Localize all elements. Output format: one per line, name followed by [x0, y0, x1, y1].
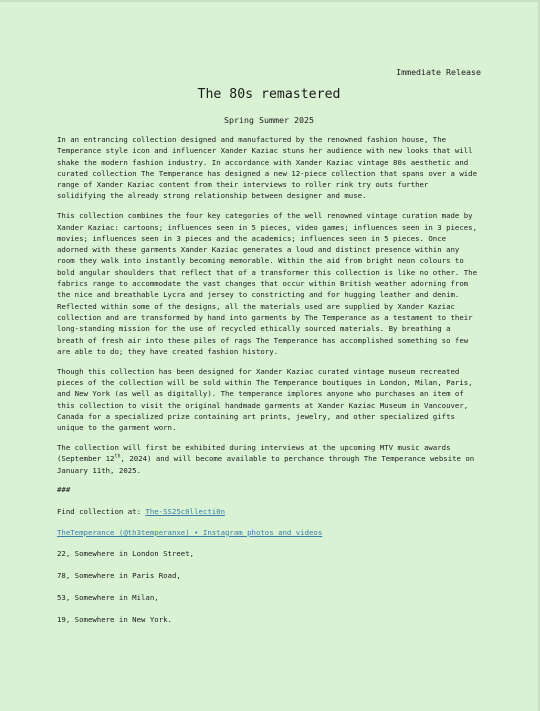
find-collection-line [57, 506, 481, 517]
address-milan: 53, Somewhere in Milan, [57, 592, 159, 602]
address-london: 22, Somewhere in London Street, [57, 549, 195, 559]
instagram-line [57, 527, 481, 538]
find-collection-label: Find collection at: [57, 506, 146, 516]
page-edge-top [0, 0, 540, 2]
address-paris: 78, Somewhere in Paris Road, [57, 571, 181, 580]
date-ordinal-suffix: th [114, 453, 121, 460]
press-release-document [57, 66, 481, 635]
exhibition-text-end: , 2024) and will become available to perchance through The Temperance website on January 11th, 2025. [57, 454, 475, 475]
address-new-york: 19, Somewhere in New York. [57, 614, 172, 624]
separator: ### [57, 485, 71, 495]
document-title: The 80s remastered [197, 87, 341, 102]
release-label: Immediate Release [396, 67, 481, 77]
collection-link[interactable]: The-SS25c0llecti0n [145, 506, 226, 516]
paragraph-availability: Though this collection has been designed for Xander Kaziac curated vintage museum recreated pieces of the collection will be sold within The Temperance boutiques in London, Milan, Paris, and New York (as well as digitally). The temperance implores anyone who purchases an item of this collection to visit the original handmade garments at Xander Kaziac Museum in Vancouver, Canada for a specialized prize containing art prints, jewelry, and other specialized gifts unique to the garment worn. [57, 366, 473, 433]
exhibition-text-start: The collection will first be exhibited during interviews at the upcoming MTV music awards (September 12 [57, 442, 451, 464]
paragraph-intro: In an entrancing collection designed and manufactured by the renowned fashion house, The Temperance style icon and influencer Xander Kaziac stuns her audience with new looks that will shake the modern fashion industry. In accordance with Xander Kaziac vintage 80s aesthetic and curated collection The Temperance has designed a new 12-piece collection that spans over a wide range of Xander Kaziac content from their interviews to roller rink try outs further solidifying the already strong relationship between designer and muse. [57, 135, 478, 201]
paragraph-exhibition [57, 442, 481, 476]
paragraph-collection: This collection combines the four key categories of the well renowned vintage curation made by Xander Kaziac: cartoons; influences seen in 5 pieces, video games; influences seen in 3 pieces, movies; influences seen in 3 pieces and the academics; influences seen in 5 pieces. Once adorned with these garments Xander Kaziac generates a loud and distinct presence within any room they walk into instantly becoming memorable. Within the aid from bright neon colours to bold angular shoulders that reflect that of a transformer this collection is like no other. The fabrics range to accommodate the vast changes that occur within British weather adorning from the nice and breathable Lycra and jersey to constricting and for hugging leather and denim. Reflected within some of the designs, all the materials used are supplied by Xander Kaziac collection and are transformed by hand into garments by The Temperance as a testament to their long-standing mission for the use of recycled ethically sourced materials. By breathing a breath of fresh air into these piles of rags The Temperance has accomplished something so few are able to do; they have created fashion history. [57, 211, 478, 356]
instagram-link[interactable]: TheTemperance (@th3temperanxe) • Instagram photos and videos [57, 527, 323, 537]
document-subtitle: Spring Summer 2025 [224, 115, 314, 125]
